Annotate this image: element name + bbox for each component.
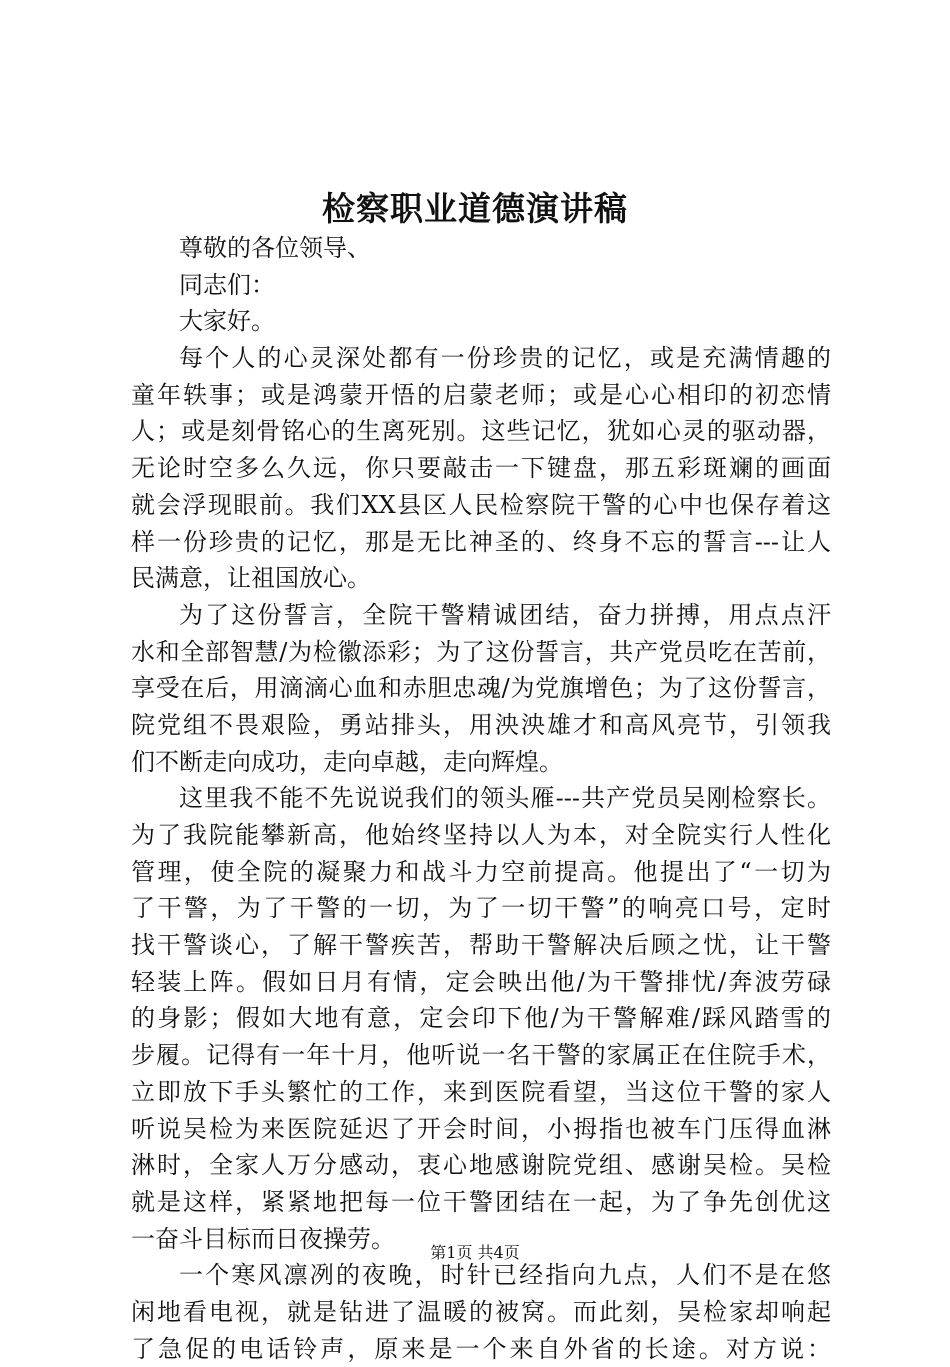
body-line: 为了我院能攀新高，他始终坚持以人为本，对全院实行人性化: [131, 821, 831, 849]
body-line: 为了这份誓言，全院干警精诚团结，奋力拼搏，用点点汗: [179, 600, 831, 629]
body-line: 轻装上阵。假如日月有情，定会映出他/为干警排忧/奔波劳碌: [131, 967, 831, 996]
body-line: 享受在后，用滴滴心血和赤胆忠魂/为党旗增色；为了这份誓言，: [131, 674, 831, 703]
body-line: 就是这样，紧紧地把每一位干警团结在一起，为了争先创优这: [131, 1187, 831, 1216]
body-line: 无论时空多么久远，你只要敲击一下键盘，那五彩斑斓的画面: [131, 454, 831, 483]
body-line: 样一份珍贵的记忆，那是无比神圣的、终身不忘的誓言---让人: [131, 527, 831, 556]
body-line: 这里我不能不先说说我们的领头雁---共产党员吴刚检察长。: [179, 784, 831, 813]
document-title: 检察职业道德演讲稿: [322, 189, 628, 228]
body-line: 童年轶事；或是鸿蒙开悟的启蒙老师；或是心心相印的初恋情: [131, 380, 831, 409]
body-line: 听说吴检为来医院延迟了开会时间，小拇指也被车门压得血淋: [131, 1114, 831, 1143]
body-line: 就会浮现眼前。我们XX县区人民检察院干警的心中也保存着这: [131, 490, 831, 519]
body-line: 同志们：: [179, 270, 275, 299]
body-line: 民满意，让祖国放心。: [131, 564, 371, 593]
body-line: 管理，使全院的凝聚力和战斗力空前提高。他提出了“一切为: [131, 857, 831, 886]
body-line: 们不断走向成功，走向卓越，走向辉煌。: [131, 747, 563, 776]
body-line: 步履。记得有一年十月，他听说一名干警的家属正在住院手术，: [131, 1041, 831, 1070]
body-line: 了急促的电话铃声，原来是一个来自外省的长途。对方说：: [131, 1334, 831, 1363]
body-line: 一奋斗目标而日夜操劳。: [131, 1224, 395, 1253]
body-line: 的身影；假如大地有意，定会印下他/为干警解难/踩风踏雪的: [131, 1004, 831, 1033]
body-line: 一个寒风凛冽的夜晚，时针已经指向九点，人们不是在悠: [179, 1261, 831, 1290]
body-line: 尊敬的各位领导、: [179, 234, 371, 262]
body-line: 立即放下手头繁忙的工作，来到医院看望，当这位干警的家人: [131, 1077, 831, 1106]
body-line: 闲地看电视，就是钻进了温暖的被窝。而此刻，吴检家却响起: [131, 1297, 831, 1326]
page-footer: 第1页 共4页: [430, 1243, 520, 1262]
body-line: 淋时，全家人万分感动，衷心地感谢院党组、感谢吴检。吴检: [131, 1151, 831, 1180]
body-line: 每个人的心灵深处都有一份珍贵的记忆，或是充满情趣的: [179, 344, 831, 373]
document-body: [131, 230, 831, 1367]
body-line: 大家好。: [179, 307, 275, 336]
body-line: 人；或是刻骨铭心的生离死别。这些记忆，犹如心灵的驱动器，: [131, 417, 831, 446]
body-line: 了干警，为了干警的一切，为了一切干警”的响亮口号，定时: [131, 894, 831, 923]
body-line: 院党组不畏艰险，勇站排头，用泱泱雄才和高风亮节，引领我: [131, 710, 831, 739]
body-line: 找干警谈心，了解干警疾苦，帮助干警解决后顾之忧，让干警: [131, 931, 831, 960]
body-line: 水和全部智慧/为检徽添彩；为了这份誓言，共产党员吃在苦前，: [131, 637, 831, 666]
